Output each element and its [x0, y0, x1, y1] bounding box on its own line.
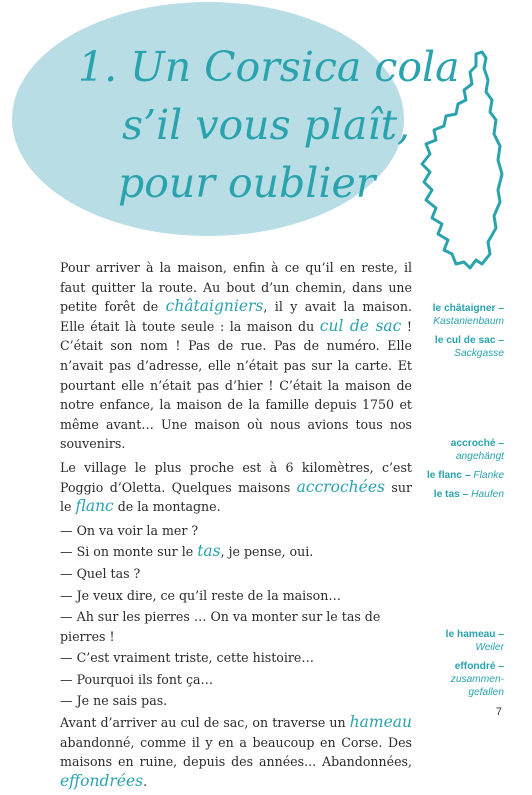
- glossary-entry: [446, 660, 504, 699]
- text-run: — Si on monte sur le: [60, 544, 198, 560]
- highlight-word: effondrées: [60, 771, 144, 790]
- dialogue-line: [60, 542, 412, 562]
- text-run: .: [143, 773, 148, 789]
- dialogue-line: — Quel tas ?: [60, 565, 141, 581]
- glossary-block: [446, 628, 504, 705]
- glossary-translation: Sackgasse: [454, 348, 504, 359]
- text-run: abandonné, comme il y en a beaucoup en Corse. Des maisons en ruine, depuis des années... Abandonnées,: [60, 734, 412, 770]
- glossary-term: accroché –: [450, 438, 504, 449]
- glossary-entry: [427, 488, 504, 501]
- highlight-word: hameau: [349, 713, 412, 732]
- text-run: ! C’était son nom ! Pas de rue. Pas de numéro. Elle n’avait pas d’adresse, elle n’était pas sur la carte. Et pourtant elle n’était pas d’hier ! C’était la maison de notre enfance, la maison de la famille depuis 1750 et même avant… Une maison où nous avions tous nos souvenirs.: [60, 318, 412, 452]
- glossary-term: le tas –: [433, 489, 469, 500]
- text-run: Le village le plus proche est à 6 kilomètres, c’est Poggio d’Oletta. Quelques maisons: [60, 459, 412, 495]
- glossary-translation: zusammen-: [450, 674, 504, 685]
- title-line: 1. Un Corsica cola: [78, 43, 460, 91]
- page-number: 7: [495, 706, 502, 718]
- paragraph: [60, 713, 412, 791]
- glossary-term: le flanc –: [426, 470, 471, 481]
- highlight-word: châtaigniers: [165, 297, 264, 316]
- glossary-term: effondré –: [454, 661, 504, 672]
- highlight-word: flanc: [75, 497, 114, 516]
- highlight-word: tas: [197, 542, 221, 561]
- text-run: , il y avait la maison. Elle était là toute seule : la maison du: [60, 299, 412, 334]
- corsica-map-outline-icon: [416, 50, 508, 272]
- glossary-block: [433, 302, 504, 366]
- text-run: , je pense, oui.: [220, 544, 314, 560]
- dialogue-line: — Je veux dire, ce qu’il reste de la maison…: [60, 587, 341, 603]
- glossary-translation: Weiler: [475, 642, 504, 653]
- dialogue-line: — Pourquoi ils font ça…: [60, 671, 214, 687]
- highlight-word: accrochées: [296, 477, 385, 496]
- chapter-title: [78, 38, 460, 212]
- dialogue-line: — C’est vraiment triste, cette histoire…: [60, 650, 314, 666]
- glossary-entry: [433, 302, 504, 328]
- glossary-translation: Haufen: [471, 489, 504, 500]
- glossary-term: le hameau –: [445, 629, 504, 640]
- body-text: [60, 258, 412, 795]
- dialogue-line: — Je ne sais pas.: [60, 693, 168, 709]
- dialogue-line: — On va voir la mer ?: [60, 522, 199, 538]
- paragraph: [60, 258, 412, 454]
- glossary-translation: angehängt: [455, 451, 504, 462]
- dialogue-line: — Ah sur les pierres … On va monter sur le tas de pierres !: [60, 609, 381, 644]
- glossary-translation: Kastanienbaum: [433, 316, 504, 327]
- text-run: Avant d’arriver au cul de sac, on traverse un: [60, 715, 350, 731]
- glossary-term: le cul de sac –: [434, 335, 504, 346]
- text-run: sur le: [60, 479, 412, 515]
- text-run: de la montagne.: [113, 499, 221, 515]
- glossary-block: [427, 437, 504, 507]
- glossary-entry: [427, 437, 504, 463]
- glossary-term: le châtaigner –: [432, 303, 504, 314]
- glossary-entry: [427, 469, 504, 482]
- paragraph: [60, 458, 412, 517]
- text-run: Pour arriver à la maison, enfin à ce qu’il en reste, il faut quitter la route. Au bout d’un chemin, dans une petite forêt de: [60, 260, 412, 315]
- glossary-entry: [446, 628, 504, 654]
- highlight-word: cul de sac: [319, 316, 402, 335]
- glossary-translation: Flanke: [473, 470, 504, 481]
- title-line: pour oublier: [118, 159, 376, 207]
- title-line: s’il vous plaît,: [122, 101, 411, 149]
- glossary-translation: gefallen: [468, 687, 504, 698]
- glossary-entry: [433, 334, 504, 360]
